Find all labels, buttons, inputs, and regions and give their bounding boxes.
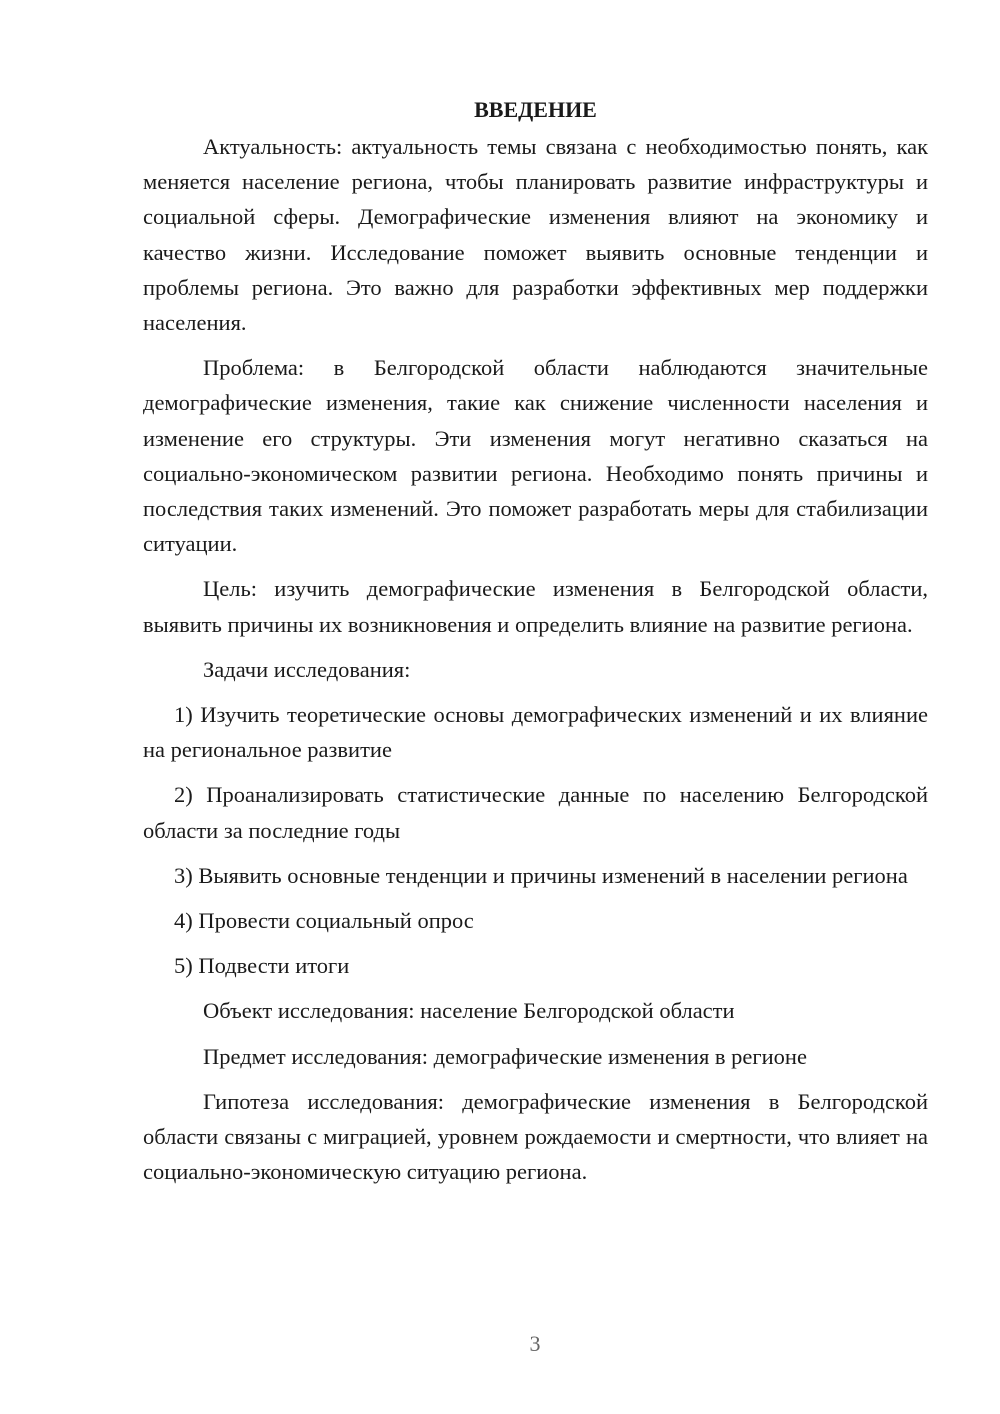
task-item-5: 5) Подвести итоги (174, 953, 350, 979)
research-subject: Предмет исследования: демографические изменения в регионе (203, 1043, 807, 1069)
task-item-2: 2) Проанализировать статистические данные по населению Белгородской области за последние годы (143, 782, 928, 843)
tasks-heading: Задачи исследования: (203, 656, 411, 682)
research-object: Объект исследования: население Белгородской области (203, 998, 735, 1024)
page-number: 3 (529, 1331, 541, 1356)
task-item-4: 4) Провести социальный опрос (174, 908, 474, 934)
document-page (143, 92, 928, 1189)
section-title: ВВЕДЕНИЕ (474, 97, 597, 122)
problem-paragraph: Проблема: в Белгородской области наблюдаются значительные демографические изменения, такие как снижение численности населения и изменение его структуры. Эти изменения могут негативно сказаться на социально-экономическом развитии региона. Необходимо понять причины и последствия таких изменений. Это поможет разработать меры для стабилизации ситуации. (143, 355, 928, 557)
hypothesis-paragraph: Гипотеза исследования: демографические изменения в Белгородской области связаны с миграцией, уровнем рождаемости и смертности, что влияет на социально-экономическую ситуацию региона. (143, 1088, 928, 1185)
task-item-3: 3) Выявить основные тенденции и причины изменений в населении региона (174, 862, 908, 888)
goal-paragraph: Цель: изучить демографические изменения в Белгородской области, выявить причины их возникновения и определить влияние на развитие региона. (143, 576, 928, 637)
relevance-paragraph: Актуальность: актуальность темы связана с необходимостью понять, как меняется население региона, чтобы планировать развитие инфраструктуры и социальной сферы. Демографические изменения влияют на экономику и качество жизни. Исследование поможет выявить основные тенденции и проблемы региона. Это важно для разработки эффективных мер поддержки населения. (143, 134, 928, 336)
task-item-1: 1) Изучить теоретические основы демографических изменений и их влияние на региональное развитие (143, 702, 928, 763)
